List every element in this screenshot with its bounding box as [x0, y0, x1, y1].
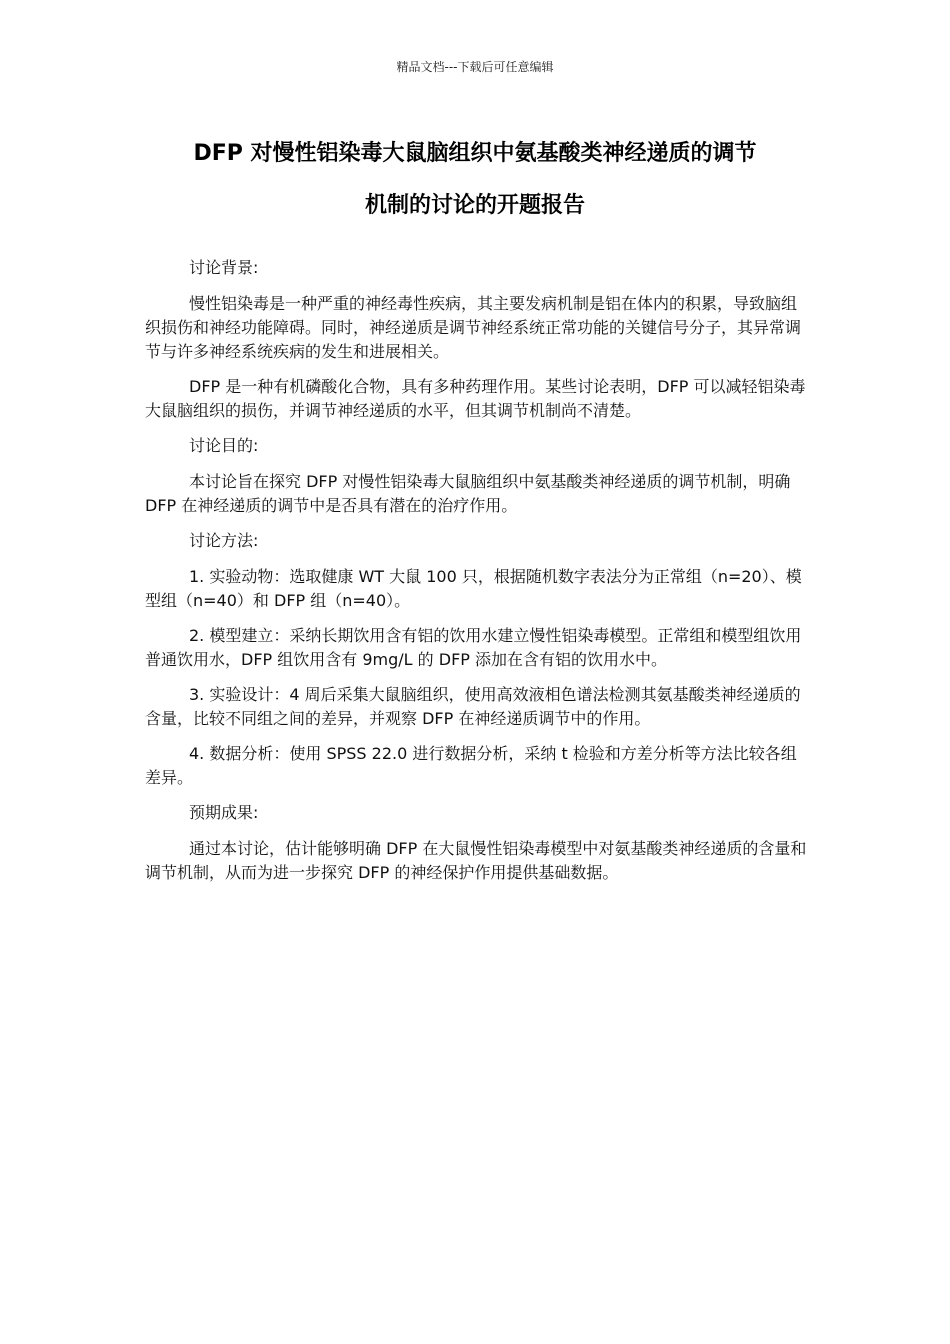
title-line-2: 机制的讨论的开题报告	[364, 193, 585, 218]
method-item-4: 4. 数据分析：使用 SPSS 22.0 进行数据分析，采纳 t 检验和方差分析等方法比较各组差异。	[145, 744, 797, 787]
document-title	[145, 128, 805, 232]
header-note: 精品文档---下载后可任意编辑	[396, 60, 554, 74]
method-item-2: 2. 模型建立：采纳长期饮用含有铝的饮用水建立慢性铝染毒模型。正常组和模型组饮用普通饮用水，DFP 组饮用含有 9mg/L 的 DFP 添加在含有铝的饮用水中。	[145, 626, 802, 669]
outcome-heading: 预期成果:	[189, 803, 259, 822]
purpose-paragraph: 本讨论旨在探究 DFP 对慢性铝染毒大鼠脑组织中氨基酸类神经递质的调节机制，明确 DFP 在神经递质的调节中是否具有潜在的治疗作用。	[145, 472, 791, 515]
purpose-heading: 讨论目的:	[189, 436, 259, 455]
method-heading: 讨论方法:	[189, 531, 259, 550]
method-item-3: 3. 实验设计：4 周后采集大鼠脑组织，使用高效液相色谱法检测其氨基酸类神经递质的含量，比较不同组之间的差异，并观察 DFP 在神经递质调节中的作用。	[145, 685, 801, 728]
document-body	[145, 256, 807, 896]
background-heading: 讨论背景:	[189, 258, 259, 277]
method-item-1: 1. 实验动物：选取健康 WT 大鼠 100 只，根据随机数字表法分为正常组（n=20）、模型组（n=40）和 DFP 组（n=40）。	[145, 567, 802, 610]
background-paragraph-2: DFP 是一种有机磷酸化合物，具有多种药理作用。某些讨论表明，DFP 可以减轻铝染毒大鼠脑组织的损伤，并调节神经递质的水平，但其调节机制尚不清楚。	[145, 377, 806, 420]
outcome-paragraph: 通过本讨论，估计能够明确 DFP 在大鼠慢性铝染毒模型中对氨基酸类神经递质的含量和调节机制，从而为进一步探究 DFP 的神经保护作用提供基础数据。	[145, 839, 807, 882]
title-line-1: DFP 对慢性铝染毒大鼠脑组织中氨基酸类神经递质的调节	[193, 141, 757, 166]
background-paragraph-1: 慢性铝染毒是一种严重的神经毒性疾病，其主要发病机制是铝在体内的积累，导致脑组织损伤和神经功能障碍。同时，神经递质是调节神经系统正常功能的关键信号分子，其异常调节与许多神经系统疾病的发生和进展相关。	[145, 294, 802, 361]
